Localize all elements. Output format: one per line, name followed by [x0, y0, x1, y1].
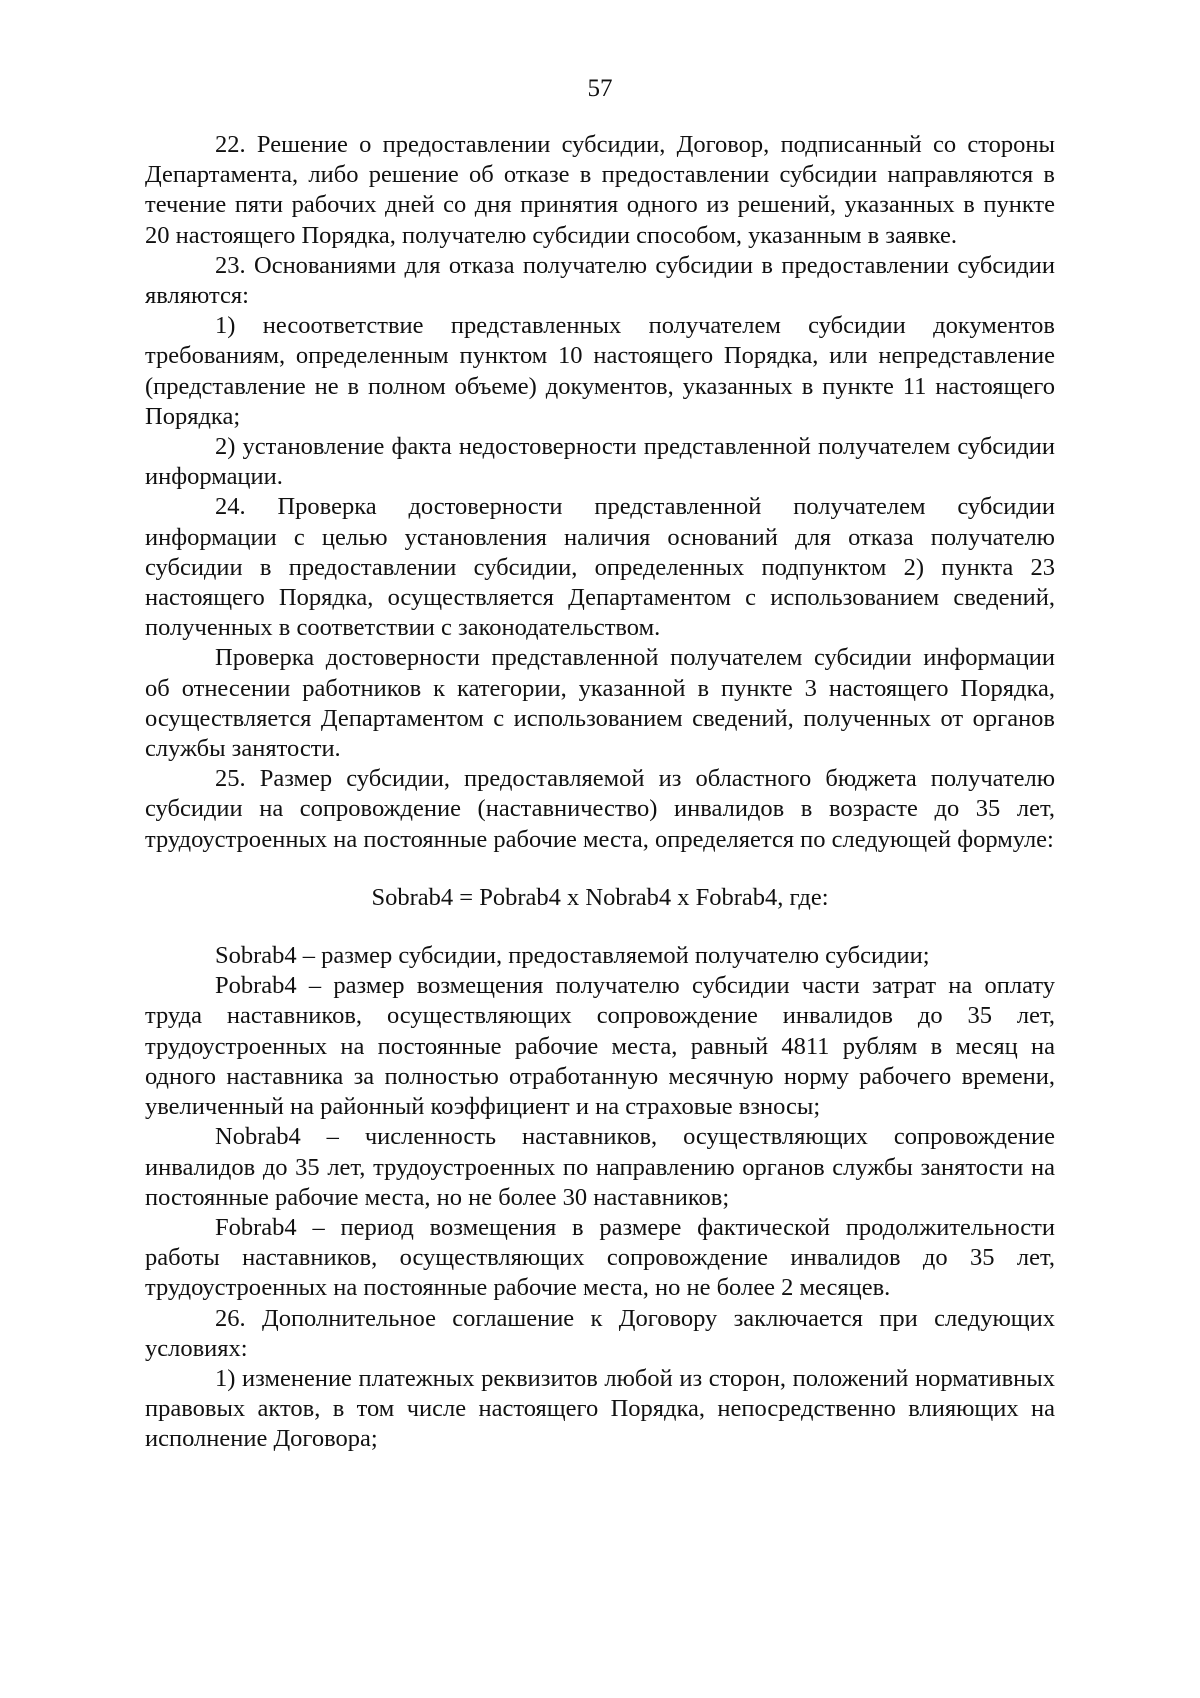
paragraph-item-24-cont: Проверка достоверности представленной получателем субсидии информации об отнесении работников к категории, указанной в пункте 3 настоящего Порядка, осуществляется Департаментом с использованием сведений, полученных от органов службы занятости.	[145, 644, 1055, 763]
paragraph-subitem-26-1: 1) изменение платежных реквизитов любой из сторон, положений нормативных правовых актов, в том числе настоящего Порядка, непосредственно влияющих на исполнение Договора;	[145, 1364, 1055, 1453]
paragraph-item-24: 24. Проверка достоверности представленной получателем субсидии информации с целью установления наличия оснований для отказа получателю субсидии в предоставлении субсидии, определенных подпунктом 2) пункта 23 настоящего Порядка, осуществляется Департаментом с использованием сведений, полученных в соответствии с законодательством.	[145, 493, 1055, 642]
paragraph-item-26: 26. Дополнительное соглашение к Договору заключается при следующих условиях:	[145, 1304, 1055, 1362]
paragraph-item-22: 22. Решение о предоставлении субсидии, Договор, подписанный со стороны Департамента, либо решение об отказе в предоставлении субсидии направляются в течение пяти рабочих дней со дня принятия одного из решений, указанных в пункте 20 настоящего Порядка, получателю субсидии способом, указанным в заявке.	[145, 131, 1055, 249]
page-number: 57	[587, 75, 613, 102]
definition-nobrab4: Nobrab4 – численность наставников, осуществляющих сопровождение инвалидов до 35 лет, трудоустроенных по направлению органов службы занятости на постоянные рабочие места, но не более 30 наставников;	[145, 1123, 1055, 1211]
paragraph-item-25: 25. Размер субсидии, предоставляемой из областного бюджета получателю субсидии на сопровождение (наставничество) инвалидов в возрасте до 35 лет, трудоустроенных на постоянные рабочие места, определяется по следующей формуле:	[145, 765, 1055, 853]
paragraph-item-23: 23. Основаниями для отказа получателю субсидии в предоставлении субсидии являются:	[145, 251, 1055, 310]
definition-fobrab4: Fobrab4 – период возмещения в размере фактической продолжительности работы наставников, осуществляющих сопровождение инвалидов до 35 лет, трудоустроенных на постоянные рабочие места, но не более 2 месяцев.	[145, 1213, 1055, 1302]
paragraph-subitem-23-2: 2) установление факта недостоверности представленной получателем субсидии информации.	[145, 433, 1055, 491]
definition-pobrab4: Pobrab4 – размер возмещения получателю субсидии части затрат на оплату труда наставников, осуществляющих сопровождение инвалидов до 35 лет, трудоустроенных на постоянные рабочие места, равный 4811 рублям в месяц на одного наставника за полностью отработанную месячную норму рабочего времени, увеличенный на районный коэффициент и на страховые взносы;	[145, 972, 1055, 1121]
document-body	[145, 130, 1055, 1455]
formula: Sobrab4 = Pobrab4 x Nobrab4 x Fobrab4, где:	[371, 883, 829, 911]
paragraph-subitem-23-1: 1) несоответствие представленных получателем субсидии документов требованиям, определенным пунктом 10 настоящего Порядка, или непредставление (представление не в полном объеме) документов, указанных в пункте 11 настоящего Порядка;	[145, 312, 1055, 430]
definition-sobrab4: Sobrab4 – размер субсидии, предоставляемой получателю субсидии;	[215, 942, 930, 970]
